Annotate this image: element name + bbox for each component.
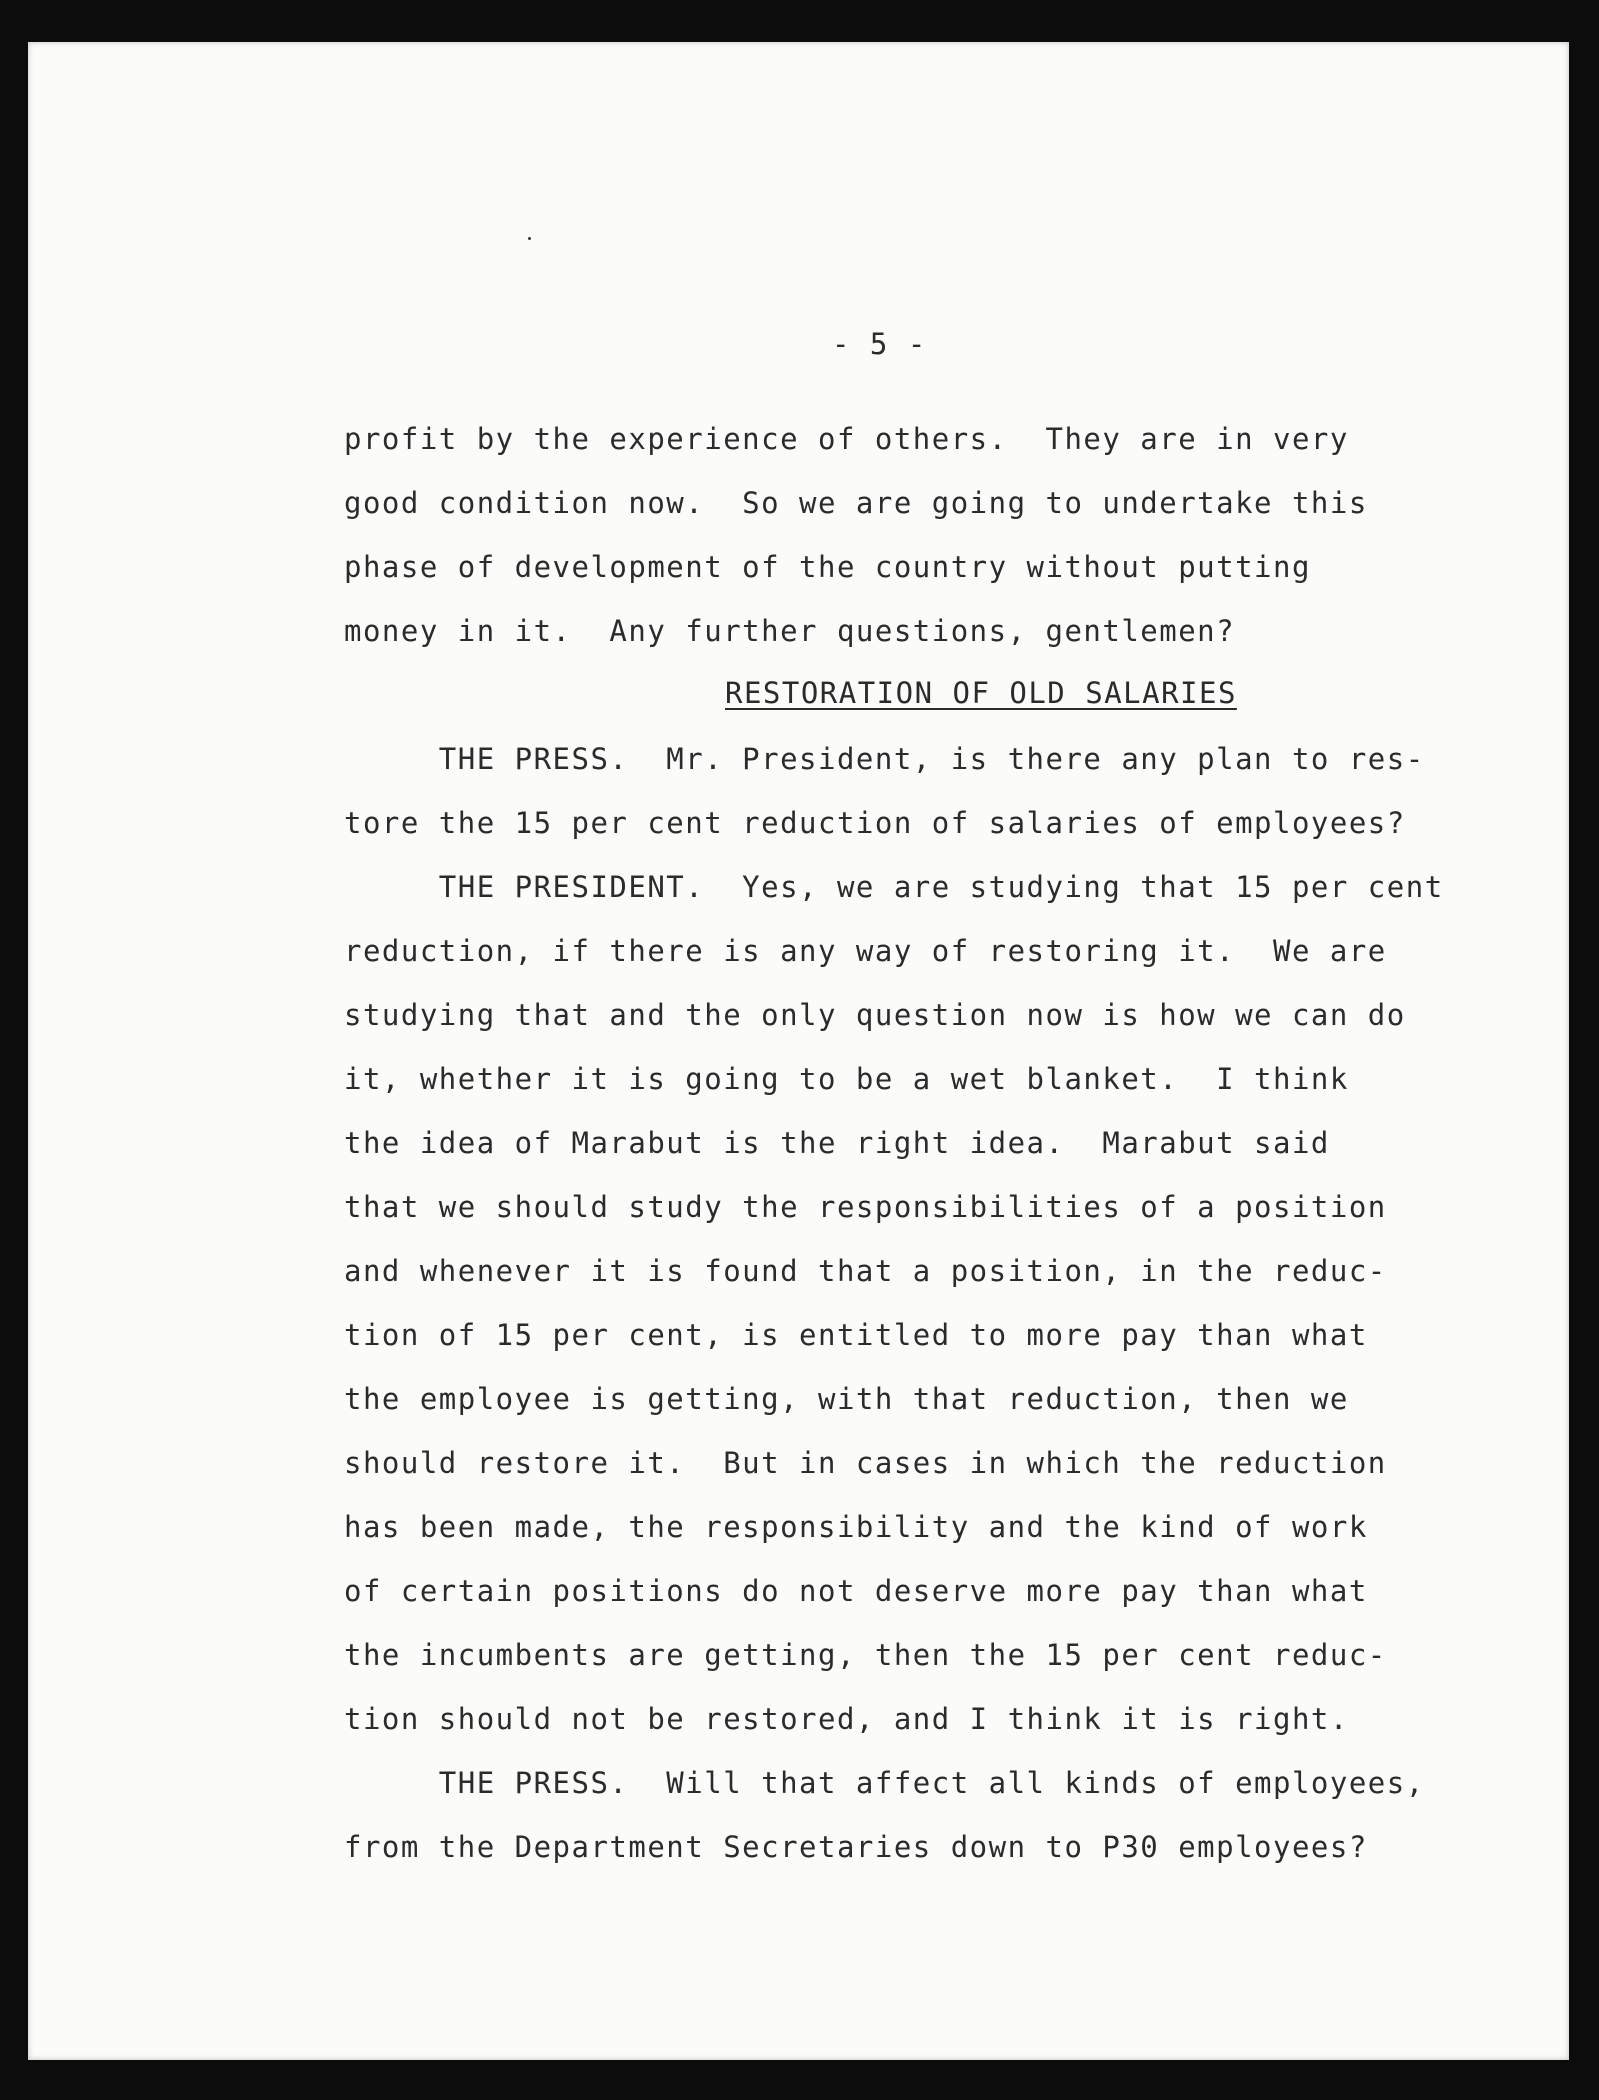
text-line: THE PRESS. Mr. President, is there any plan to res- (344, 742, 1425, 776)
text-line: tion of 15 per cent, is entitled to more pay than what (344, 1318, 1368, 1352)
text-line: of certain positions do not deserve more pay than what (344, 1574, 1368, 1608)
paper-speck (528, 237, 531, 240)
text-line: the idea of Marabut is the right idea. Marabut said (344, 1126, 1330, 1160)
text-line: THE PRESS. Will that affect all kinds of employees, (344, 1766, 1425, 1800)
text-line: studying that and the only question now is how we can do (344, 998, 1406, 1032)
text-line: THE PRESIDENT. Yes, we are studying that 15 per cent (344, 870, 1444, 904)
text-line: tion should not be restored, and I think it is right. (344, 1702, 1349, 1736)
text-line: it, whether it is going to be a wet blanket. I think (344, 1062, 1349, 1096)
text-line: and whenever it is found that a position, in the reduc- (344, 1254, 1387, 1288)
document-page (28, 42, 1569, 2060)
text-line: money in it. Any further questions, gentlemen? (344, 614, 1236, 648)
text-line: has been made, the responsibility and the kind of work (344, 1510, 1368, 1544)
text-line: phase of development of the country without putting (344, 550, 1311, 584)
text-line: the incumbents are getting, then the 15 per cent reduc- (344, 1638, 1387, 1672)
text-line: that we should study the responsibilities of a position (344, 1190, 1387, 1224)
text-line: profit by the experience of others. They are in very (344, 422, 1349, 456)
text-line: reduction, if there is any way of restoring it. We are (344, 934, 1387, 968)
text-line: should restore it. But in cases in which the reduction (344, 1446, 1387, 1480)
text-line: the employee is getting, with that reduction, then we (344, 1382, 1349, 1416)
text-line: from the Department Secretaries down to P30 employees? (344, 1830, 1368, 1864)
page-number: - 5 - (832, 327, 927, 361)
text-line: tore the 15 per cent reduction of salaries of employees? (344, 806, 1406, 840)
text-line: good condition now. So we are going to undertake this (344, 486, 1368, 520)
section-heading: RESTORATION OF OLD SALARIES (725, 676, 1237, 710)
